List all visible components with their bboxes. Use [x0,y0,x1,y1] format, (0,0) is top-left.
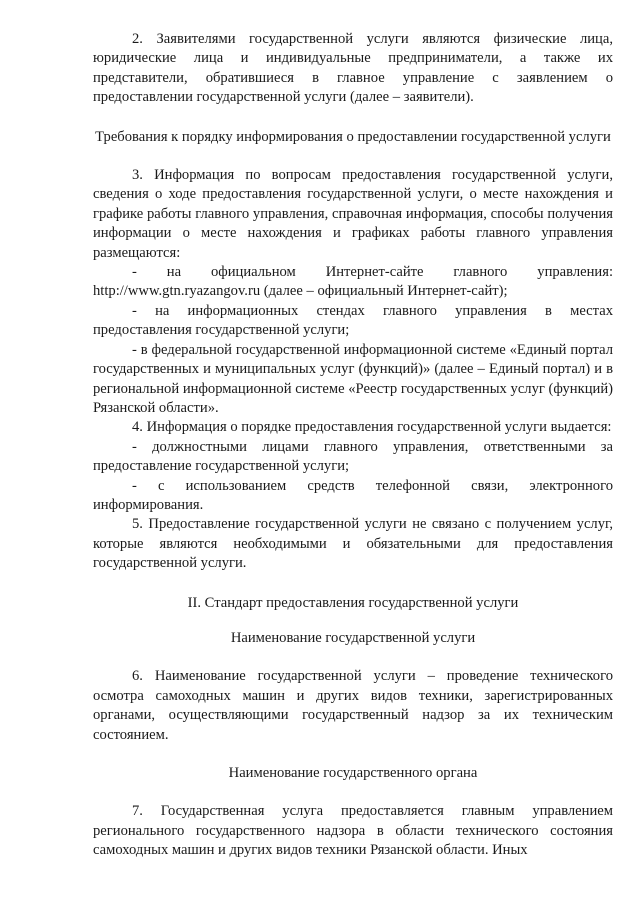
paragraph-4: 4. Информация о порядке предоставления государственной услуги выдается: [132,419,612,436]
paragraph-4-item-officials: - должностными лицами главного управления, ответственными за предоставление государственной услуги; [93,438,613,475]
paragraph-5: 5. Предоставление государственной услуги не связано с получением услуг, которые являются необходимыми и обязательными для предоставления государственной услуги. [93,516,613,572]
paragraph-3-item-portal: - в федеральной государственной информационной системе «Единый портал государственных и муниципальных услуг (функций)» (далее – Единый портал) и в региональной информационной системе «Реестр государственных услуг (функций) Рязанской области». [93,341,613,416]
paragraph-2: 2. Заявителями государственной услуги являются физические лица, юридические лица и индивидуальные предприниматели, а также их представители, обратившиеся в главное управление с заявлением о предоставлении государственной услуги (далее – заявители). [93,31,613,106]
paragraph-7: 7. Государственная услуга предоставляется главным управлением регионального государственного надзора в области технического состояния самоходных машин и других видов техники Рязанской области. Иных [93,803,613,859]
paragraph-3: 3. Информация по вопросам предоставления государственной услуги, сведения о ходе предоставления государственной услуги, о месте нахождения и графике работы главного управления, справочная информация, способы получения информации о месте нахождения и графиках работы главного управления размещаются: [93,167,613,261]
document-page [93,30,613,861]
heading-section-2: II. Стандарт предоставления государственной услуги [187,594,519,611]
heading-informing-requirements: Требования к порядку информирования о предоставлении государственной услуги [95,128,611,145]
heading-government-body: Наименование государственного органа [228,765,478,781]
paragraph-6: 6. Наименование государственной услуги – проведение технического осмотра самоходных машин и других видов техники, зарегистрированных органами, осуществляющими государственный надзор за их техническим состоянием. [93,668,613,743]
paragraph-3-item-website: - на официальном Интернет-сайте главного управления: http://www.gtn.ryazangov.ru (далее – официальный Интернет-сайт); [93,264,613,300]
paragraph-3-item-stands: - на информационных стендах главного управления в местах предоставления государственной услуги; [93,302,613,339]
heading-service-name: Наименование государственной услуги [230,629,476,646]
paragraph-4-item-phone: - с использованием средств телефонной связи, электронного информирования. [93,477,613,513]
